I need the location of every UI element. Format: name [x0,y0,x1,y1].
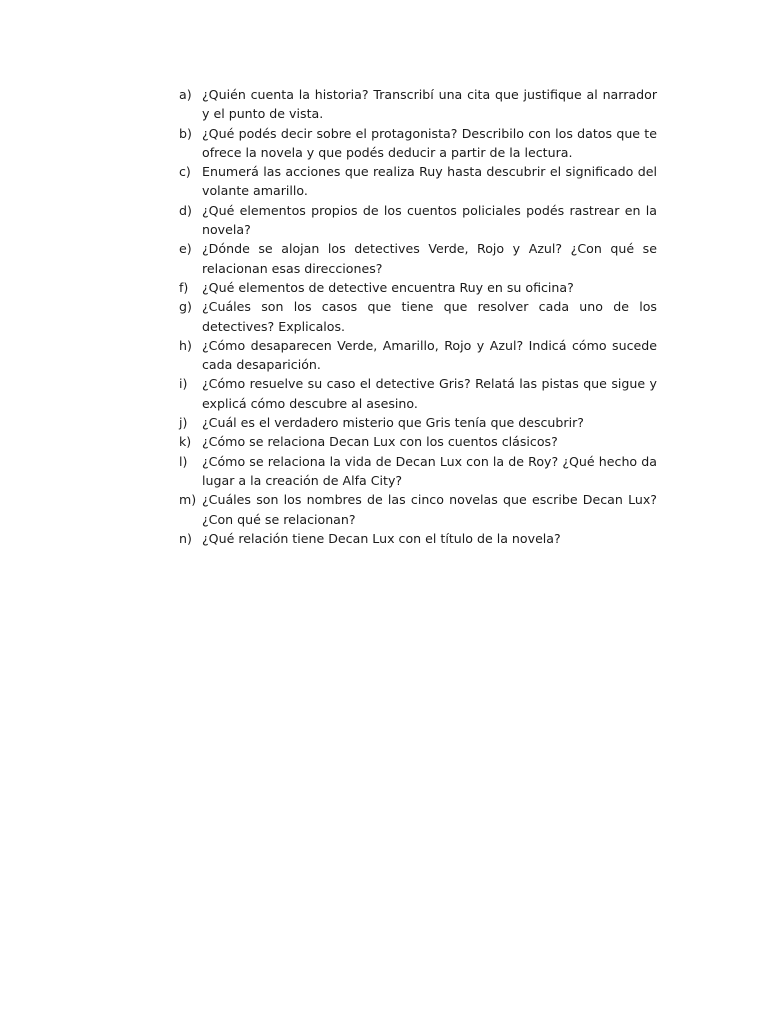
question-text: Enumerá las acciones que realiza Ruy hasta descubrir el significado del volante amarillo. [202,164,657,199]
question-marker: b) [179,125,192,141]
question-marker: k) [179,434,192,450]
question-text: ¿Cuáles son los casos que tiene que resolver cada uno de los detectives? Explicalos. [202,299,657,334]
question-item-b [179,124,657,163]
question-item-l [179,452,657,491]
question-marker: f) [179,279,189,295]
question-item-g [179,297,657,336]
question-item-c [179,162,657,201]
question-text: ¿Quién cuenta la historia? Transcribí una cita que justifique al narrador y el punto de vista. [202,87,657,122]
question-text: ¿Qué relación tiene Decan Lux con el título de la novela? [202,530,561,546]
question-text: ¿Qué elementos propios de los cuentos policiales podés rastrear en la novela? [202,202,657,238]
question-item-a [179,85,657,124]
question-item-j [179,413,657,432]
question-text: ¿Cuál es el verdadero misterio que Gris tenía que descubrir? [202,415,584,431]
question-marker: e) [179,241,192,257]
question-marker: c) [179,164,191,180]
question-text: ¿Cómo se relaciona Decan Lux con los cuentos clásicos? [202,434,558,450]
question-item-m [179,490,657,529]
question-text: ¿Cómo se relaciona la vida de Decan Lux con la de Roy? ¿Qué hecho da lugar a la creación de Alfa City? [202,453,657,488]
question-item-d [179,201,657,240]
question-marker: h) [179,337,192,353]
question-marker: j) [179,415,188,431]
question-item-k [179,432,657,451]
question-marker: a) [179,87,192,102]
question-marker: n) [179,530,192,546]
question-text: ¿Cuáles son los nombres de las cinco novelas que escribe Decan Lux? ¿Con qué se relacionan? [202,492,657,527]
question-item-i [179,374,657,413]
question-item-h [179,336,657,375]
question-marker: i) [179,376,188,392]
question-text: ¿Qué elementos de detective encuentra Ruy en su oficina? [202,279,574,295]
question-marker: d) [179,202,192,218]
question-item-n [179,529,657,548]
question-marker: l) [179,453,188,469]
question-marker: g) [179,299,192,315]
question-item-e [179,239,657,278]
question-text: ¿Dónde se alojan los detectives Verde, Rojo y Azul? ¿Con qué se relacionan esas direcciones? [202,241,657,276]
question-text: ¿Cómo resuelve su caso el detective Gris? Relatá las pistas que sigue y explicá cómo descubre al asesino. [202,376,657,411]
question-marker: m) [179,492,197,508]
question-text: ¿Cómo desaparecen Verde, Amarillo, Rojo y Azul? Indicá cómo sucede cada desaparición. [202,337,657,373]
question-item-f [179,278,657,297]
question-list [179,85,657,548]
question-text: ¿Qué podés decir sobre el protagonista? Describilo con los datos que te ofrece la novela y que podés deducir a partir de la lectura. [202,125,657,160]
